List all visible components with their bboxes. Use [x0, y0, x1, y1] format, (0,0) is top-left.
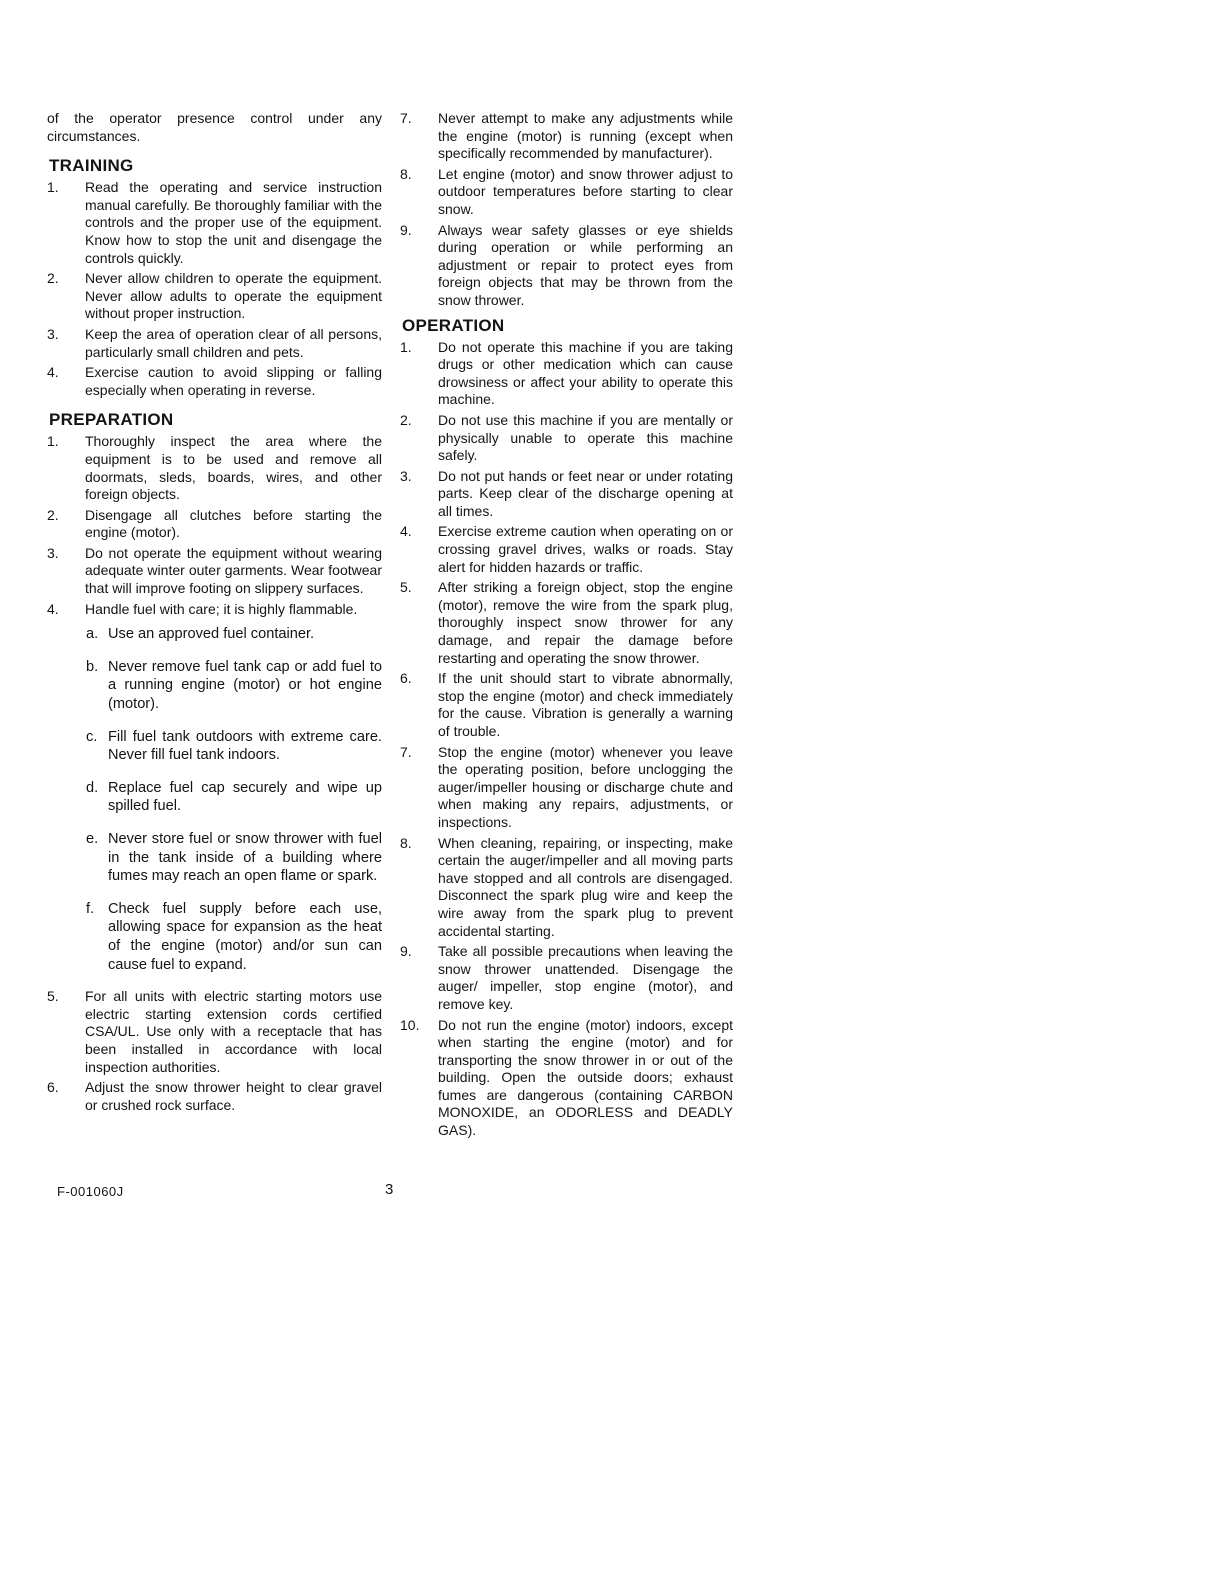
item-number: 1.: [400, 338, 412, 355]
list-item: [400, 1017, 733, 1140]
item-number: 9.: [400, 221, 412, 238]
sub-item-text: Check fuel supply before each use, allowing space for expansion as the heat of the engine (motor) and/or sun can cause fuel to expand.: [108, 900, 382, 973]
list-item: [47, 601, 382, 619]
sub-item-text: Replace fuel cap securely and wipe up spilled fuel.: [108, 779, 382, 815]
sub-item-letter: f.: [86, 900, 95, 917]
item-number: 5.: [47, 988, 59, 1005]
page-number: 3: [385, 1181, 394, 1198]
list-item: [400, 166, 733, 219]
sub-item: [47, 779, 382, 816]
item-number: 1.: [47, 433, 59, 450]
list-item: [400, 468, 733, 521]
list-item: [400, 222, 733, 310]
item-text: Keep the area of operation clear of all persons, particularly small children and pets.: [85, 325, 382, 360]
list-item: [47, 364, 382, 399]
sub-item-text: Use an approved fuel container.: [108, 626, 315, 643]
item-text: For all units with electric starting motors use electric starting extension cords certified CSA/UL. Use only with a receptacle that has been installed in accordance with local inspection authorities.: [85, 988, 382, 1075]
sub-item-letter: b.: [86, 658, 99, 675]
item-number: 3.: [47, 325, 59, 342]
list-item: [47, 179, 382, 267]
item-number: 4.: [47, 364, 59, 381]
item-text: Take all possible precautions when leaving the snow thrower unattended. Disengage the auger/ impeller, stop engine (motor), and remove key.: [438, 943, 733, 1012]
item-number: 6.: [47, 1079, 59, 1096]
item-number: 8.: [400, 834, 412, 851]
item-number: 4.: [47, 600, 59, 617]
sub-item-letter: e.: [86, 831, 99, 847]
item-text: Exercise extreme caution when operating on or crossing gravel drives, walks or roads. Stay alert for hidden hazards or traffic.: [438, 523, 733, 575]
item-text: Never attempt to make any adjustments while the engine (motor) is running (except when specifically recommended by manufacturer).: [438, 110, 733, 162]
sub-item: [47, 658, 382, 714]
sub-item: [47, 900, 382, 974]
sub-item-text: Never store fuel or snow thrower with fuel in the tank inside of a building where fumes may reach an open flame or spark.: [108, 831, 382, 885]
list-item: [47, 326, 382, 361]
list-item: [400, 339, 733, 409]
item-text: Let engine (motor) and snow thrower adjust to outdoor temperatures before starting to clear snow.: [438, 165, 733, 217]
item-text: Adjust the snow thrower height to clear gravel or crushed rock surface.: [85, 1079, 382, 1113]
list-item: [47, 1079, 382, 1114]
preparation-heading: PREPARATION: [49, 410, 174, 430]
sub-item: [47, 830, 382, 886]
sub-item-text: Never remove fuel tank cap or add fuel to a running engine (motor) or hot engine (motor).: [108, 658, 382, 713]
item-text: Disengage all clutches before starting the engine (motor).: [85, 506, 382, 541]
item-text: If the unit should start to vibrate abnormally, stop the engine (motor) and check immediately for the cause. Vibration is generally a warning of trouble.: [438, 670, 733, 739]
list-item: [400, 579, 733, 667]
left-column: [47, 110, 382, 1117]
training-heading: TRAINING: [49, 156, 134, 176]
list-item: [47, 545, 382, 598]
list-item: [47, 507, 382, 542]
sub-item-letter: d.: [86, 779, 99, 796]
list-item: [47, 270, 382, 323]
item-number: 7.: [400, 110, 412, 126]
intro-paragraph: of the operator presence control under any circumstances.: [47, 110, 382, 144]
item-number: 1.: [47, 179, 59, 196]
sub-item: [47, 728, 382, 765]
list-item: [400, 110, 733, 163]
sub-item-letter: c.: [86, 728, 98, 745]
item-text: Read the operating and service instruction manual carefully. Be thoroughly familiar with the controls and the proper use of the equipment. Know how to stop the unit and disengage the controls quickly.: [85, 179, 382, 266]
item-number: 4.: [400, 523, 412, 540]
list-item: [400, 744, 733, 832]
item-number: 8.: [400, 165, 412, 182]
list-item: [400, 670, 733, 740]
sub-item-letter: a.: [86, 626, 99, 643]
item-number: 7.: [400, 743, 412, 760]
operation-heading: OPERATION: [402, 315, 505, 335]
item-text: Always wear safety glasses or eye shields during operation or while performing an adjustment or repair to protect eyes from foreign objects that may be thrown from the snow thrower.: [438, 221, 733, 308]
item-text: Exercise caution to avoid slipping or falling especially when operating in reverse.: [85, 364, 382, 398]
sub-item-text: Fill fuel tank outdoors with extreme care. Never fill fuel tank indoors.: [108, 728, 382, 764]
item-number: 2.: [400, 411, 412, 428]
item-number: 3.: [400, 467, 412, 484]
item-number: 6.: [400, 670, 412, 687]
document-code: F-001060J: [57, 1184, 124, 1199]
list-item: [400, 835, 733, 941]
item-text: Do not operate this machine if you are taking drugs or other medication which can cause drowsiness or affect your ability to operate this machine.: [438, 338, 733, 408]
list-item: [47, 988, 382, 1076]
list-item: [47, 433, 382, 503]
right-column: [400, 110, 733, 1143]
item-text: Do not put hands or feet near or under rotating parts. Keep clear of the discharge opening at all times.: [438, 467, 733, 519]
item-text: After striking a foreign object, stop the engine (motor), remove the wire from the spark plug, thoroughly inspect snow thrower for any damage, and repair the damage before restarting and operating the snow thrower.: [438, 579, 733, 666]
item-number: 9.: [400, 943, 412, 960]
item-number: 2.: [47, 506, 59, 523]
item-text: Never allow children to operate the equipment. Never allow adults to operate the equipment without proper instruction.: [85, 270, 382, 322]
item-text: Do not run the engine (motor) indoors, except when starting the engine (motor) and for transporting the snow thrower in or out of the building. Open the outside doors; exhaust fumes are dangerous (containing CARBON MONOXIDE, an ODORLESS and DEADLY GAS).: [438, 1016, 733, 1139]
item-text: Thoroughly inspect the area where the equipment is to be used and remove all doormats, sleds, boards, wires, and other foreign objects.: [85, 433, 382, 503]
list-item: [400, 412, 733, 465]
item-text: When cleaning, repairing, or inspecting, make certain the auger/impeller and all moving parts have stopped and all controls are disengaged. Disconnect the spark plug wire and keep the wire away from the spark plug to prevent accidental starting.: [438, 834, 733, 939]
list-item: [400, 523, 733, 576]
item-number: 2.: [47, 270, 59, 287]
item-text: Do not operate the equipment without wearing adequate winter outer garments. Wear footwear that will improve footing on slippery surfaces.: [85, 544, 382, 597]
item-number: 10.: [400, 1016, 420, 1033]
sub-item: [47, 625, 382, 644]
item-text: Handle fuel with care; it is highly flammable.: [85, 600, 358, 617]
item-number: 5.: [400, 579, 412, 596]
item-text: Do not use this machine if you are mentally or physically unable to operate this machine safely.: [438, 411, 733, 464]
list-item: [400, 943, 733, 1013]
item-number: 3.: [47, 544, 59, 561]
item-text: Stop the engine (motor) whenever you leave the operating position, before unclogging the auger/impeller housing or discharge chute and when making any repairs, adjustments, or inspections.: [438, 743, 733, 830]
